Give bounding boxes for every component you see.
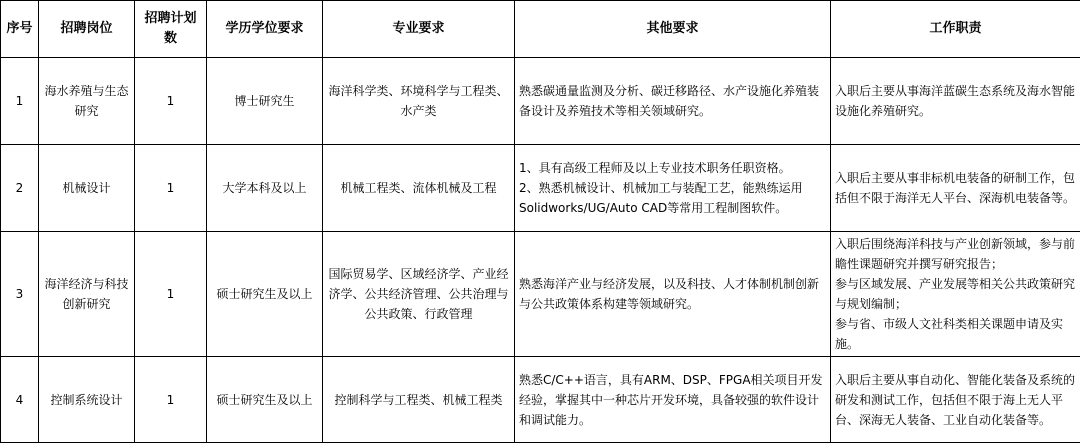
cell-education: 大学本科及以上 xyxy=(207,145,323,232)
cell-major: 海洋科学类、环境科学与工程类、水产类 xyxy=(323,58,515,145)
other-line: 熟悉海洋产业与经济发展，以及科技、人才体制机制创新与公共政策体系构建等领域研究。 xyxy=(519,274,826,314)
duty-line: 参与省、市级人文社科类相关课题申请及实施。 xyxy=(835,314,1076,354)
cell-major: 国际贸易学、区域经济学、产业经济学、公共经济管理、公共治理与公共政策、行政管理 xyxy=(323,232,515,357)
cell-education: 硕士研究生及以上 xyxy=(207,232,323,357)
table-row xyxy=(1,357,1080,443)
cell-education: 博士研究生 xyxy=(207,58,323,145)
table-row xyxy=(1,232,1080,357)
cell-other xyxy=(515,145,831,232)
cell-plan: 1 xyxy=(135,357,207,443)
other-line: 熟悉C/C++语言，具有ARM、DSP、FPGA相关项目开发经验，掌握其中一种芯片开发环境，具备较强的软件设计和调试能力。 xyxy=(519,370,826,430)
cell-number: 2 xyxy=(1,145,39,232)
cell-duty xyxy=(831,58,1080,145)
cell-plan: 1 xyxy=(135,58,207,145)
cell-position: 海洋经济与科技创新研究 xyxy=(39,232,135,357)
duty-line: 入职后主要从事非标机电装备的研制工作，包括但不限于海洋无人平台、深海机电装备等。 xyxy=(835,168,1076,208)
cell-plan: 1 xyxy=(135,232,207,357)
cell-position: 机械设计 xyxy=(39,145,135,232)
other-line: 熟悉碳通量监测及分析、碳迁移路径、水产设施化养殖装备设计及养殖技术等相关领域研究。 xyxy=(519,81,826,121)
cell-education: 硕士研究生及以上 xyxy=(207,357,323,443)
header-position: 招聘岗位 xyxy=(39,1,135,58)
cell-duty xyxy=(831,232,1080,357)
table-row xyxy=(1,58,1080,145)
cell-number: 4 xyxy=(1,357,39,443)
duty-line: 入职后围绕海洋科技与产业创新领域，参与前瞻性课题研究并撰写研究报告； xyxy=(835,234,1076,274)
header-plan: 招聘计划数 xyxy=(135,1,207,58)
duty-line: 参与区域发展、产业发展等相关公共政策研究与规划编制； xyxy=(835,274,1076,314)
header-number: 序号 xyxy=(1,1,39,58)
cell-duty xyxy=(831,357,1080,443)
header-other: 其他要求 xyxy=(515,1,831,58)
table-row xyxy=(1,145,1080,232)
duty-line: 入职后主要从事海洋蓝碳生态系统及海水智能设施化养殖研究。 xyxy=(835,81,1076,121)
other-line: 2、熟悉机械设计、机械加工与装配工艺，能熟练运用Solidworks/UG/Auto CAD等常用工程制图软件。 xyxy=(519,178,826,218)
cell-major: 控制科学与工程类、机械工程类 xyxy=(323,357,515,443)
header-row xyxy=(1,1,1080,58)
cell-major: 机械工程类、流体机械及工程 xyxy=(323,145,515,232)
cell-position: 控制系统设计 xyxy=(39,357,135,443)
cell-plan: 1 xyxy=(135,145,207,232)
other-line: 1、具有高级工程师及以上专业技术职务任职资格。 xyxy=(519,158,826,178)
cell-number: 3 xyxy=(1,232,39,357)
cell-position: 海水养殖与生态研究 xyxy=(39,58,135,145)
cell-other xyxy=(515,58,831,145)
cell-other xyxy=(515,232,831,357)
header-major: 专业要求 xyxy=(323,1,515,58)
header-duty: 工作职责 xyxy=(831,1,1080,58)
header-education: 学历学位要求 xyxy=(207,1,323,58)
cell-number: 1 xyxy=(1,58,39,145)
duty-line: 入职后主要从事自动化、智能化装备及系统的研发和测试工作，包括但不限于海上无人平台、深海无人装备、工业自动化装备等。 xyxy=(835,370,1076,430)
cell-other xyxy=(515,357,831,443)
cell-duty xyxy=(831,145,1080,232)
